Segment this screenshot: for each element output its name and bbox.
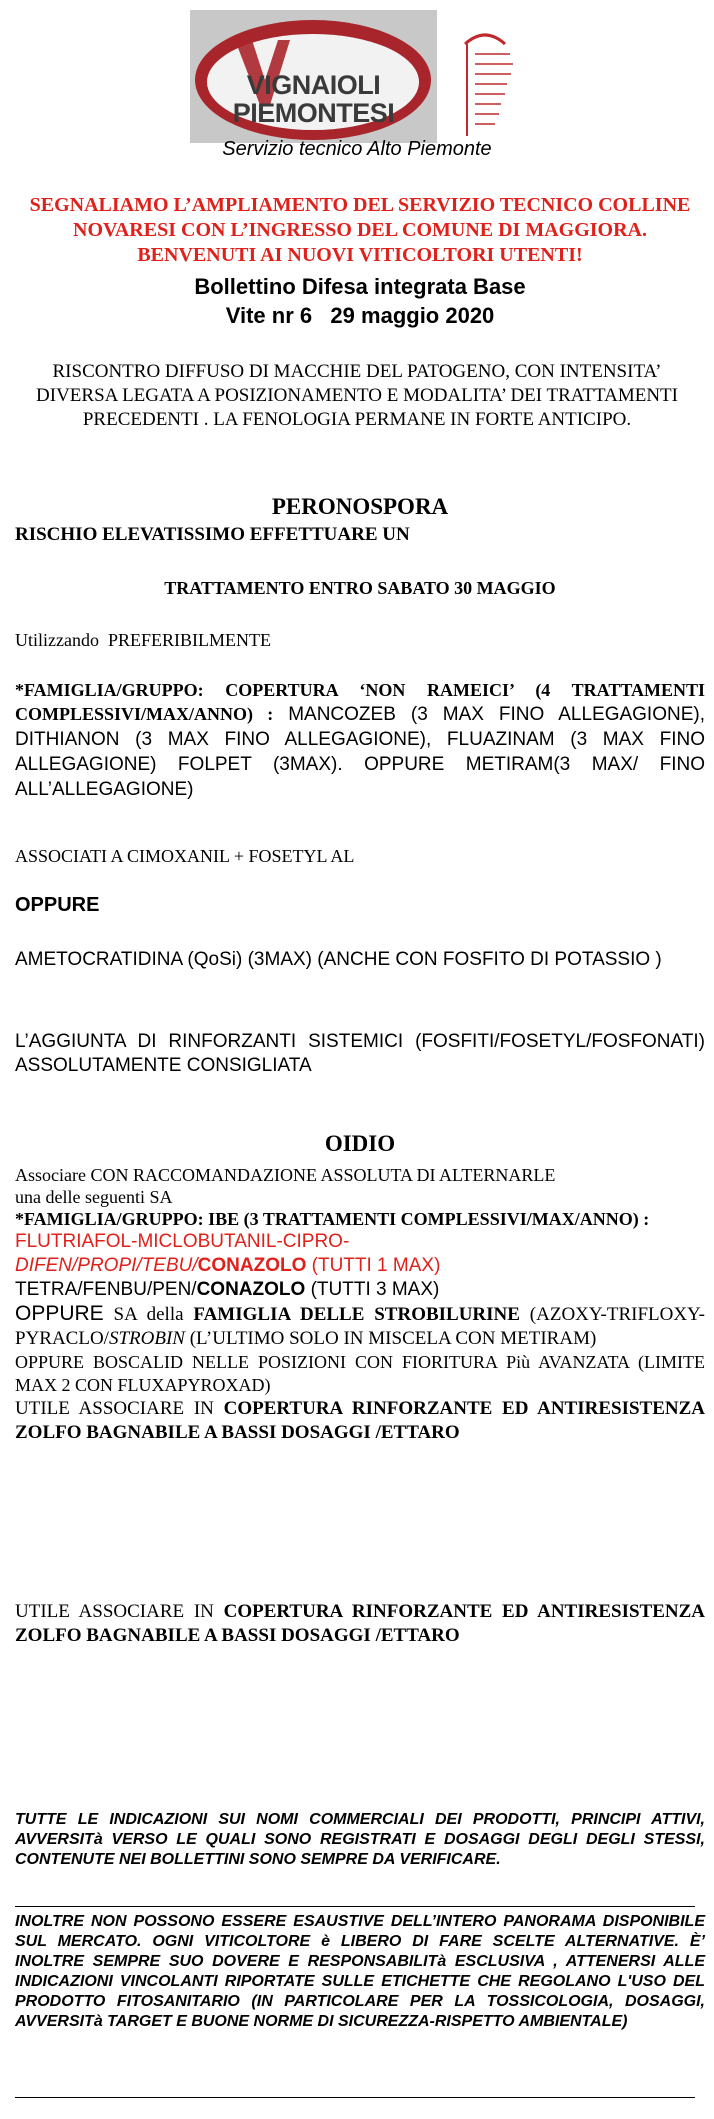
oidio-strob-e: (L’ULTIMO SOLO IN MISCELA CON METIRAM) [184, 1328, 597, 1349]
peronospora-ametoctradin: AMETOCRATIDINA (QoSi) (3MAX) (ANCHE CON FOSFITO DI POTASSIO ) [15, 949, 662, 970]
oidio-red-line2-a: DIFEN/PROPI/TEBU/ [15, 1255, 198, 1276]
peronospora-treatment: TRATTAMENTO ENTRO SABATO 30 MAGGIO [164, 578, 556, 598]
vignaioli-side-emblem-icon [455, 24, 525, 142]
peronospora-family-products: MANCOZEB (3 MAX FINO ALLEGAGIONE), DITHIANON (3 MAX FINO ALLEGAGIONE), FLUAZINAM (3 MAX FINO ALLEGAGIONE) FOLPET (3MAX). OPPURE METIRAM(3 MAX/ FINO ALL’ALLEGAGIONE) [15, 704, 705, 800]
oidio-boscalid: OPPURE BOSCALID NELLE POSIZIONI CON FIORITURA Più AVANZATA (LIMITE MAX 2 CON FLUXAPYROXAD) [15, 1352, 705, 1395]
utile-repeat [15, 1600, 705, 1648]
disclaimer-part2: INOLTRE NON POSSONO ESSERE ESAUSTIVE DELL’INTERO PANORAMA DISPONIBILE SUL MERCATO. OGNI VITICOLTORE è LIBERO DI FARE SCELTE ALTERNATIVE. È’ INOLTRE SEMPRE SUO DOVERE E RESPONSABILITà ESCLUSIVA , ATTENERSI ALLE INDICAZIONI VINCOLANTI RIPORTATE SULLE ETICHETTE CHE REGOLANO L'USO DEL PRODOTTO FITOSANITARIO (IN PARTICOLARE PER LA TOSSICOLOGIA, DOSAGGI, AVVERSITà TARGET E BUONE NORME DI SICUREZZA-RISPETTO AMBIENTALE) [15, 1913, 705, 2030]
bulletin-issue: Vite nr 6 29 maggio 2020 [225, 303, 495, 328]
utile-repeat-b: COPERTURA RINFORZANTE ED ANTIRESISTENZA ZOLFO BAGNABILE A BASSI DOSAGGI /ETTARO [15, 1601, 705, 1646]
peronospora-family-label: *FAMIGLIA/GRUPPO: COPERTURA ‘NON RAMEICI’ (4 TRATTAMENTI COMPLESSIVI/MAX/ANNO) : [15, 680, 705, 724]
peronospora-associate: ASSOCIATI A CIMOXANIL + FOSETYL AL [15, 846, 355, 866]
oidio-body [15, 1164, 705, 1445]
disclaimer-bottom-rule [15, 2097, 695, 2098]
peronospora-heading: PERONOSPORA [271, 494, 449, 519]
vignaioli-logo [190, 10, 437, 143]
oidio-strob-b: FAMIGLIA DELLE STROBILURINE [193, 1304, 520, 1325]
utile-repeat-a: UTILE ASSOCIARE IN [15, 1601, 224, 1622]
oidio-red-line2-b: CONAZOLO [197, 1255, 307, 1276]
oidio-strob-a: SA della [103, 1304, 194, 1325]
oidio-red-line2-c: (TUTTI 1 MAX) [306, 1255, 441, 1276]
oidio-family-label: *FAMIGLIA/GRUPPO: IBE (3 TRATTAMENTI COMPLESSIVI/MAX/ANNO) : [15, 1209, 650, 1229]
bulletin-title [15, 272, 705, 330]
oidio-oppure-word: OPPURE [15, 1302, 104, 1325]
oidio-strob-d: STROBIN [108, 1328, 185, 1349]
peronospora-aggiunta: L’AGGIUNTA DI RINFORZANTI SISTEMICI (FOSFITI/FOSETYL/FOSFONATI) ASSOLUTAMENTE CONSIGLIATA [15, 1031, 705, 1076]
oidio-line3-b: CONAZOLO [196, 1279, 306, 1300]
oidio-line3 [15, 1278, 705, 1302]
peronospora-oppure: OPPURE [15, 894, 100, 916]
disclaimer-part1: TUTTE LE INDICAZIONI SUI NOMI COMMERCIALI DEI PRODOTTI, PRINCIPI ATTIVI, AVVERSITà VERSO LE QUALI SONO REGISTRATI E DOSAGGI DEGLI DEGLI STESSI, CONTENUTE NEI BOLLETTINI SONO SEMPRE DA VERIFICARE. [15, 1811, 705, 1868]
logo-line1: VIGNAIOLI [246, 70, 381, 100]
oidio-utile [15, 1397, 705, 1445]
peronospora-risk: RISCHIO ELEVATISSIMO EFFETTUARE UN [15, 524, 410, 545]
disclaimer-divider [15, 1906, 695, 1907]
oidio-strobilurine [15, 1302, 705, 1351]
intro-paragraph: RISCONTRO DIFFUSO DI MACCHIE DEL PATOGENO, CON INTENSITA’ DIVERSA LEGATA A POSIZIONAMENTO E MODALITA’ DEI TRATTAMENTI PRECEDENTI . LA FENOLOGIA PERMANE IN FORTE ANTICIPO. [36, 361, 678, 430]
oidio-strob-c: (AZOXY-TRIFLOXY-PYRACLO/ [15, 1304, 705, 1349]
oidio-red-line1: FLUTRIAFOL-MICLOBUTANIL-CIPRO- [15, 1231, 350, 1252]
service-subtitle: Servizio tecnico Alto Piemonte [222, 138, 492, 160]
oidio-line3-c: (TUTTI 3 MAX) [305, 1279, 440, 1300]
oidio-heading: OIDIO [324, 1131, 396, 1156]
bulletin-name: Bollettino Difesa integrata Base [194, 274, 526, 299]
oidio-line3-a: TETRA/FENBU/PEN/ [15, 1279, 197, 1300]
peronospora-using: Utilizzando PREFERIBILMENTE [15, 630, 271, 650]
oidio-utile-a: UTILE ASSOCIARE IN [15, 1398, 224, 1419]
oidio-utile-b: COPERTURA RINFORZANTE ED ANTIRESISTENZA ZOLFO BAGNABILE A BASSI DOSAGGI /ETTARO [15, 1398, 705, 1443]
peronospora-family [15, 678, 705, 802]
oidio-associate: Associare CON RACCOMANDAZIONE ASSOLUTA DI ALTERNARLE una delle seguenti SA [15, 1165, 556, 1207]
oidio-red-line2 [15, 1254, 705, 1278]
logo-line2: PIEMONTESI [232, 98, 395, 128]
announcement: SEGNALIAMO L’AMPLIAMENTO DEL SERVIZIO TECNICO COLLINE NOVARESI CON L’INGRESSO DEL COMUNE DI MAGGIORA. BENVENUTI AI NUOVI VITICOLTORI UTENTI! [29, 194, 691, 266]
